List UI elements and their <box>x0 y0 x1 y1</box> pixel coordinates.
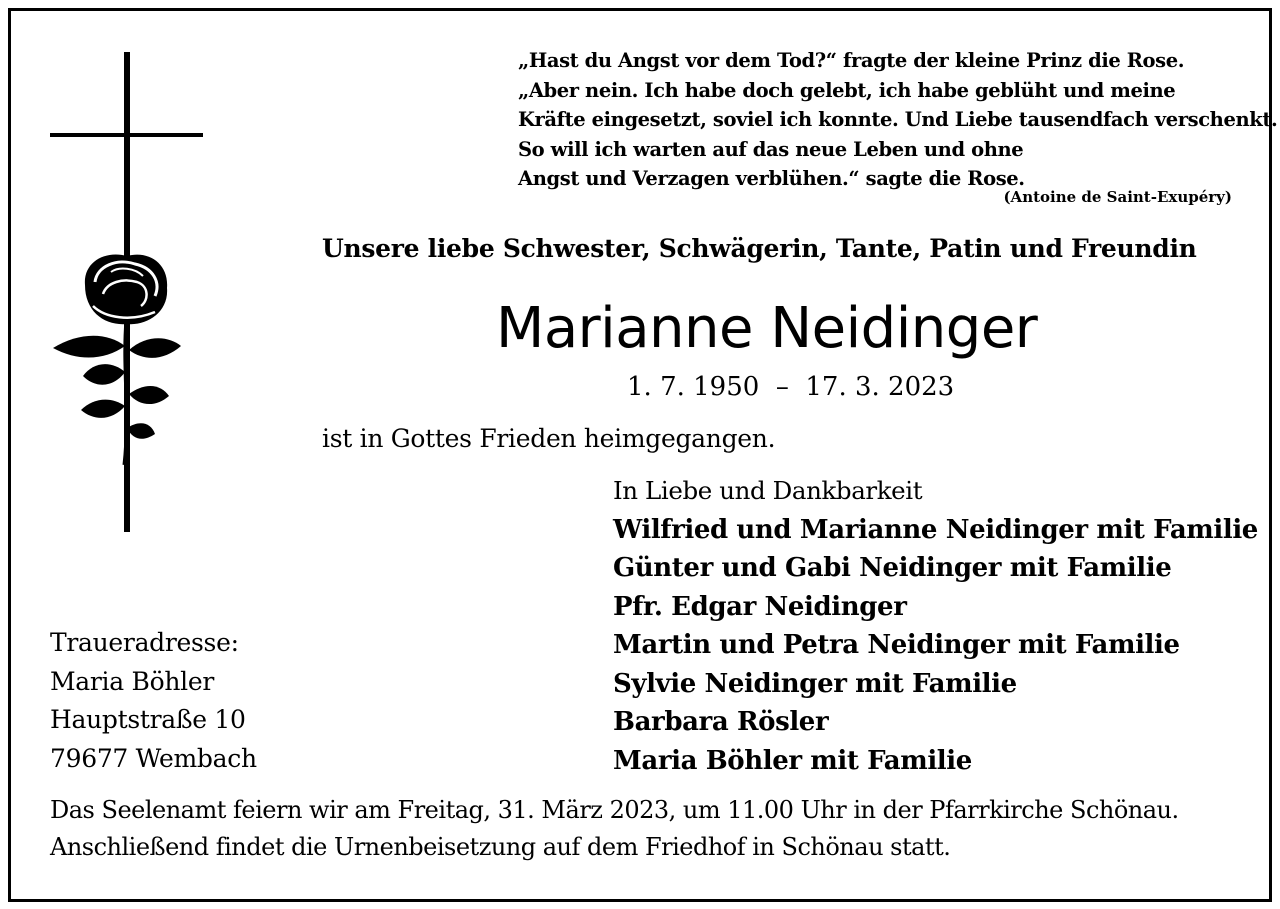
deceased-name: Marianne Neidinger <box>496 296 1038 361</box>
mourner-family: Sylvie Neidinger mit Familie <box>613 668 1017 699</box>
address-street: Hauptstraße 10 <box>50 705 246 734</box>
service-line: Das Seelenamt feiern wir am Freitag, 31. März 2023, um 11.00 Uhr in der Pfarrkirche Schönau. <box>50 796 1179 824</box>
quote-author: (Antoine de Saint-Exupéry) <box>1003 188 1232 206</box>
intro-text: Unsere liebe Schwester, Schwägerin, Tante, Patin und Freundin <box>322 234 1197 263</box>
mourners-lead: In Liebe und Dankbarkeit <box>613 476 923 505</box>
quote-line: „Hast du Angst vor dem Tod?“ fragte der kleine Prinz die Rose. <box>518 49 1185 72</box>
mourner-family: Günter und Gabi Neidinger mit Familie <box>613 553 1172 583</box>
service-line: Anschließend findet die Urnenbeisetzung auf dem Friedhof in Schönau statt. <box>50 833 951 861</box>
mourner-family: Wilfried und Marianne Neidinger mit Familie <box>613 514 1258 545</box>
passed-text: ist in Gottes Frieden heimgegangen. <box>322 424 776 453</box>
address-name: Maria Böhler <box>50 666 214 696</box>
quote-line: Angst und Verzagen verblühen.“ sagte die Rose. <box>518 167 1025 190</box>
mourner-family: Martin und Petra Neidinger mit Familie <box>613 630 1180 660</box>
mourner-family: Maria Böhler mit Familie <box>613 745 972 776</box>
address-city: 79677 Wembach <box>50 743 257 773</box>
mourning-address <box>50 624 257 778</box>
quote-line: So will ich warten auf das neue Leben und ohne <box>518 137 1024 161</box>
quote-line: „Aber nein. Ich habe doch gelebt, ich habe geblüht und meine <box>518 78 1176 102</box>
service-info <box>50 792 1179 866</box>
address-label: Traueradresse: <box>50 628 239 657</box>
mourner-family: Pfr. Edgar Neidinger <box>613 591 907 622</box>
cross-with-rose <box>45 50 215 540</box>
mourners-list <box>613 472 1258 780</box>
life-dates: 1. 7. 1950 – 17. 3. 2023 <box>627 372 955 402</box>
rose-icon <box>53 254 181 465</box>
quote-block <box>518 46 1278 194</box>
mourner-family: Barbara Rösler <box>613 707 829 737</box>
quote-line: Kräfte eingesetzt, soviel ich konnte. Und Liebe tausendfach verschenkt. <box>518 108 1278 131</box>
